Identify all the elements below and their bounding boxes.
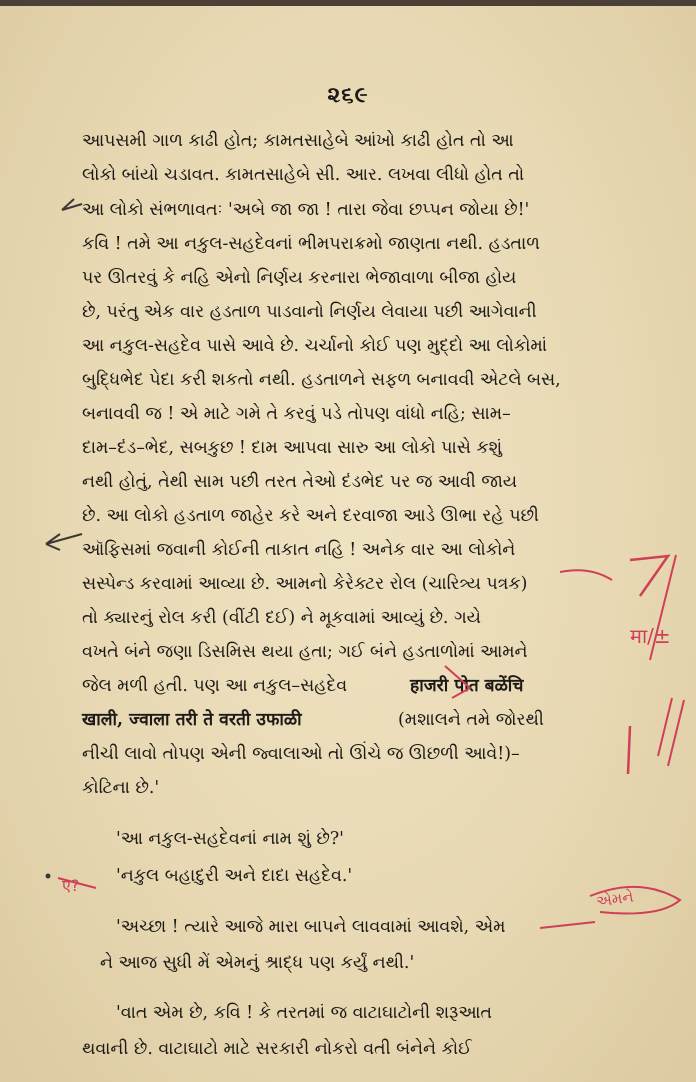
- text-line-2: લોકો બાંયો ચડાવત. કામતસાહેબે સી. આર. લખવા લીધો હોત તો: [82, 165, 525, 185]
- text-line-1: આપસમી ગાળ કાઢી હોત; કામતસાહેબે આંખો કાઢી હોત તો આ: [82, 131, 514, 151]
- pencil-dot: [46, 874, 51, 879]
- margin-arrow-left: [58, 878, 96, 888]
- text-line-3: આ લોકો સંભળાવતઃ 'અબે જા જા ! તારા જેવા છપ્પન જોયા છે!': [82, 200, 530, 220]
- text-line-10: દામ–દંડ–ભેદ, સબકુછ ! દામ આપવા સારુ આ લોકો પાસે કશું: [82, 438, 503, 458]
- text-line-11: નથી હોતું, તેથી સામ પછી તરત તેઓ દંડભેદ પર જ આવી જાય: [82, 472, 518, 492]
- margin-stroke-2: [650, 555, 676, 660]
- dialogue-line-3: 'વાત એમ છે, કવિ ! કે તરતમાં જ વાટાઘાટોની શરૂઆત: [116, 1003, 492, 1023]
- margin-note-mark-b: ए?: [62, 876, 80, 895]
- text-line-14: સસ્પેન્ડ કરવામાં આવ્યા છે. આમનો કેરેક્ટર રોલ (ચારિત્ર્ય પત્રક): [82, 574, 528, 594]
- margin-note-circle: [590, 887, 680, 914]
- text-line-9: બનાવવી જ ! એ માટે ગમે તે કરવું પડે તોપણ વાંધો નહિ; સામ–: [82, 404, 511, 424]
- pencil-arrow-line-13: [46, 534, 82, 550]
- dialogue-line-4: થવાની છે. વાટાઘાટો માટે સરકારી નોકરો વતી બંનેને કોઈ: [82, 1039, 472, 1059]
- text-line-6: છે, પરંતુ એક વાર હડતાળ પાડવાનો નિર્ણય લેવાયા પછી આગેવાની: [82, 302, 537, 322]
- text-line-7: આ નકુલ-સહદેવ પાસે આવે છે. ચર્ચાનો કોઈ પણ મુદ્દો આ લોકોમાં: [82, 336, 547, 356]
- text-line-15: તો ક્યારનું રોલ કરી (વીંટી દઈ) ને મૂકવામાં આવ્યું છે. ગયે: [82, 608, 481, 628]
- text-line-5: પર ઊતરવું કે નહિ એનો નિર્ણય કરનારા ભેજાવાળા બીજા હોય: [82, 268, 517, 288]
- correction-mark-line18: [445, 666, 470, 698]
- text-line-20: નીચી લાવો તોપણ એની જ્વાલાઓ તો ઊંચે જ ઊછળી આવે!)–: [82, 744, 520, 764]
- text-line-21: કોટિના છે.': [82, 778, 160, 798]
- text-line-16: વખતે બંને જણા ડિસમિસ થયા હતા; ગઈ બંને હડતાળોમાં આમને: [82, 642, 528, 662]
- margin-stroke-4: [668, 700, 684, 766]
- text-line-12: છે. આ લોકો હડતાળ જાહેર કરે અને દરવાજા આડે ઊભા રહે પછી: [82, 506, 539, 526]
- text-line-8: બુદ્ધિભેદ પેદા કરી શકતો નથી. હડતાળને સફળ બનાવવી એટલે બસ,: [82, 370, 561, 390]
- text-line-4: કવિ ! તમે આ નકુલ-સહદેવનાં ભીમપરાક્રમો જાણતા નથી. હડતાળ: [82, 234, 540, 254]
- underline-mark-line14: [560, 570, 612, 580]
- margin-stroke-1: [630, 556, 668, 596]
- margin-note-mark-a: मा/±: [630, 624, 671, 648]
- page-number: ૨૬૯: [327, 82, 369, 108]
- text-line-13: ઑફિસમાં જવાની કોઈની તાકાત નહિ ! અનેક વાર આ લોકોને: [82, 540, 516, 560]
- dialogue-answer: 'નકુલ બહાદુરી અને દાદા સહદેવ.': [116, 866, 353, 886]
- strike-mark-dialogue: [540, 922, 595, 928]
- dialogue-question: 'આ નકુલ-સહદેવનાં નામ શું છે?': [116, 829, 344, 849]
- margin-stroke-3: [658, 698, 672, 756]
- hindi-quote-part-1: हाजरी पोत बळेंचि: [410, 676, 524, 696]
- dialogue-line-1: 'અચ્છા ! ત્યારે આજે મારા બાપને લાવવામાં આવશે, એમ: [116, 917, 506, 937]
- text-line-19-rest: (મશાલને તમે જોરથી: [398, 710, 544, 730]
- margin-stroke-5: [628, 726, 630, 774]
- text-line-17: જેલ મળી હતી. પણ આ નકુલ–સહદેવ: [82, 676, 348, 696]
- dialogue-line-2: ને આજ સુધી મેં એમનું શ્રાદ્ધ પણ કર્યું નથી.': [100, 953, 415, 973]
- hindi-quote-part-2: खाली, ज्वाला तरी ते वरती उफाळी: [82, 710, 302, 730]
- margin-note-word: એમને: [594, 887, 635, 911]
- pencil-arrow-line-3: [62, 199, 82, 210]
